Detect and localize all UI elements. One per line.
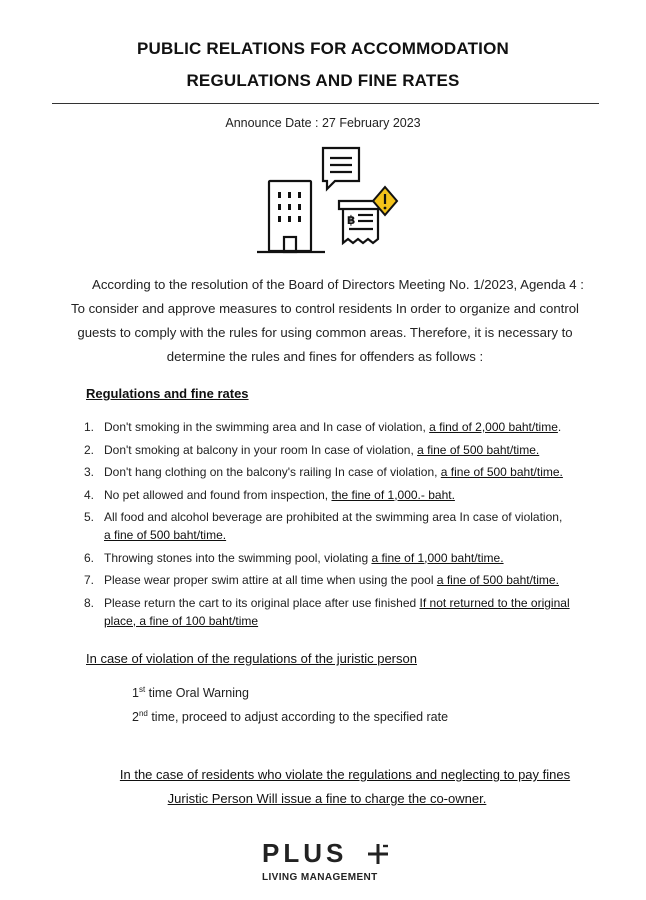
- list-item: [84, 463, 594, 481]
- item-number: 8.: [84, 595, 95, 610]
- item-fine-continued: place, a fine of 100 baht/time: [104, 613, 259, 628]
- violation-heading: In case of violation of the regulations of the juristic person: [86, 651, 417, 666]
- violation-step-2: [132, 709, 448, 724]
- step-text: time Oral Warning: [145, 686, 249, 701]
- intro-paragraph: [64, 273, 586, 369]
- list-item: [84, 508, 594, 544]
- notice-line: In the case of residents who violate the regulations and neglecting to pay fines: [119, 767, 571, 782]
- item-text: Throwing stones into the swimming pool, violating: [104, 550, 372, 565]
- item-text: Don't hang clothing on the balcony's railing In case of violation,: [104, 465, 441, 479]
- building-windows: [278, 192, 301, 222]
- item-fine: If not returned to the original: [419, 595, 570, 610]
- item-fine: a fine of 500 baht/time.: [417, 442, 540, 457]
- step-text: time, proceed to adjust according to the specified rate: [147, 710, 449, 725]
- page-subtitle: REGULATIONS AND FINE RATES: [186, 71, 460, 90]
- item-fine: a fine of 500 baht/time.: [104, 528, 227, 542]
- item-number: 7.: [84, 573, 95, 587]
- plus-icon: [366, 842, 390, 866]
- step-ordinal-suffix: st: [138, 685, 146, 694]
- logo-wordmark: PLUS: [262, 838, 348, 868]
- list-item: [84, 571, 594, 589]
- speech-bubble-icon: [323, 148, 359, 189]
- header-divider: [52, 103, 599, 104]
- intro-line: determine the rules and fines for offenders as follows :: [166, 349, 484, 364]
- item-number: 6.: [84, 550, 95, 565]
- item-fine: the fine of 1,000.- baht.: [331, 487, 455, 502]
- announce-date: Announce Date : 27 February 2023: [225, 116, 421, 130]
- step-ordinal-suffix: nd: [138, 709, 148, 718]
- regulations-list: [84, 418, 594, 634]
- item-number: 2.: [84, 442, 95, 457]
- logo-subtitle: LIVING MANAGEMENT: [262, 872, 378, 883]
- item-number: 4.: [84, 487, 95, 502]
- violation-step-1: [132, 685, 249, 700]
- item-text: Don't smoking at balcony in your room In case of violation,: [104, 442, 418, 457]
- list-item: [84, 594, 594, 630]
- regulations-heading: Regulations and fine rates: [86, 386, 249, 401]
- item-text: No pet allowed and found from inspection,: [104, 487, 332, 502]
- item-number: 1.: [84, 420, 95, 434]
- warning-icon: [373, 187, 397, 215]
- item-fine: a find of 2,000 baht/time: [429, 420, 558, 434]
- list-item: [84, 441, 594, 459]
- list-item: [84, 549, 594, 567]
- item-text: Don't smoking in the swimming area and In case of violation,: [104, 420, 430, 434]
- item-text: Please return the cart to its original place after use finished: [104, 595, 420, 610]
- item-fine: a fine of 500 baht/time.: [440, 465, 563, 479]
- baht-symbol: ฿: [347, 213, 356, 227]
- page-title: PUBLIC RELATIONS FOR ACCOMMODATION: [137, 39, 509, 58]
- intro-line: guests to comply with the rules for using common areas. Therefore, it is necessary to: [77, 325, 573, 340]
- item-text: Please wear proper swim attire at all time when using the pool: [104, 573, 437, 587]
- step-ordinal: 1: [132, 686, 139, 701]
- item-fine: a fine of 1,000 baht/time.: [371, 550, 504, 565]
- list-item: [84, 418, 594, 436]
- intro-line: To consider and approve measures to control residents In order to organize and control: [70, 301, 579, 316]
- plus-logo: [262, 838, 392, 888]
- item-fine: a fine of 500 baht/time.: [436, 573, 559, 587]
- item-number: 5.: [84, 510, 95, 524]
- receipt-icon: [339, 201, 383, 243]
- step-ordinal: 2: [132, 710, 139, 725]
- list-item: [84, 486, 594, 504]
- building-receipt-illustration: [255, 145, 405, 257]
- item-text: All food and alcohol beverage are prohibited at the swimming area In case of violation,: [104, 510, 563, 524]
- intro-line: According to the resolution of the Board of Directors Meeting No. 1/2023, Agenda 4 :: [92, 277, 584, 292]
- item-number: 3.: [84, 465, 95, 479]
- item-after: .: [557, 420, 562, 434]
- notice-line: Juristic Person Will issue a fine to charge the co-owner.: [167, 791, 487, 806]
